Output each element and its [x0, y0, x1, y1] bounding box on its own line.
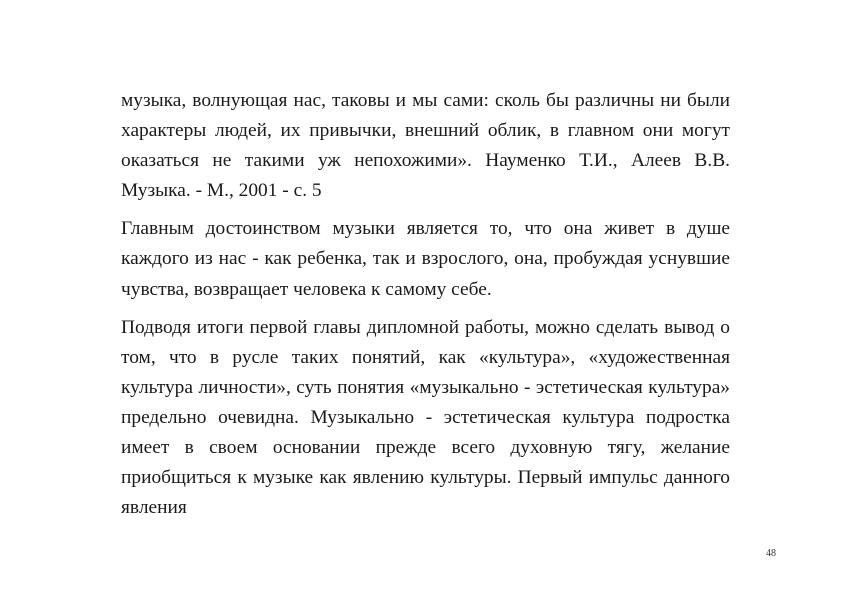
paragraph-chapter-conclusion: Подводя итоги первой главы дипломной работы, можно сделать вывод о том, что в русле таких понятий, как «культура», «художественная культура личности», суть понятия «музыкально - эстетическая культура» предельно очевидна. Музыкально - эстетическая культура подростка имеет в своем основании прежде всего духовную тягу, желание приобщиться к музыке как явлению культуры. Первый импульс данного явления	[121, 316, 730, 519]
page-number: 48	[766, 548, 776, 559]
paragraph-music-value: Главным достоинством музыки является то, что она живет в душе каждого из нас - как ребенка, так и взрослого, она, пробуждая уснувшие чувства, возвращает человека к самому себе.	[121, 218, 730, 300]
body-text	[121, 86, 730, 523]
paragraph-quote-continuation: музыка, волнующая нас, таковы и мы сами: сколь бы различны ни были характеры людей, их привычки, внешний облик, в главном они могут оказаться не такими уж непохожими». Науменко Т.И., Алеев В.В. Музыка. - М., 2001 - с. 5	[121, 90, 730, 202]
